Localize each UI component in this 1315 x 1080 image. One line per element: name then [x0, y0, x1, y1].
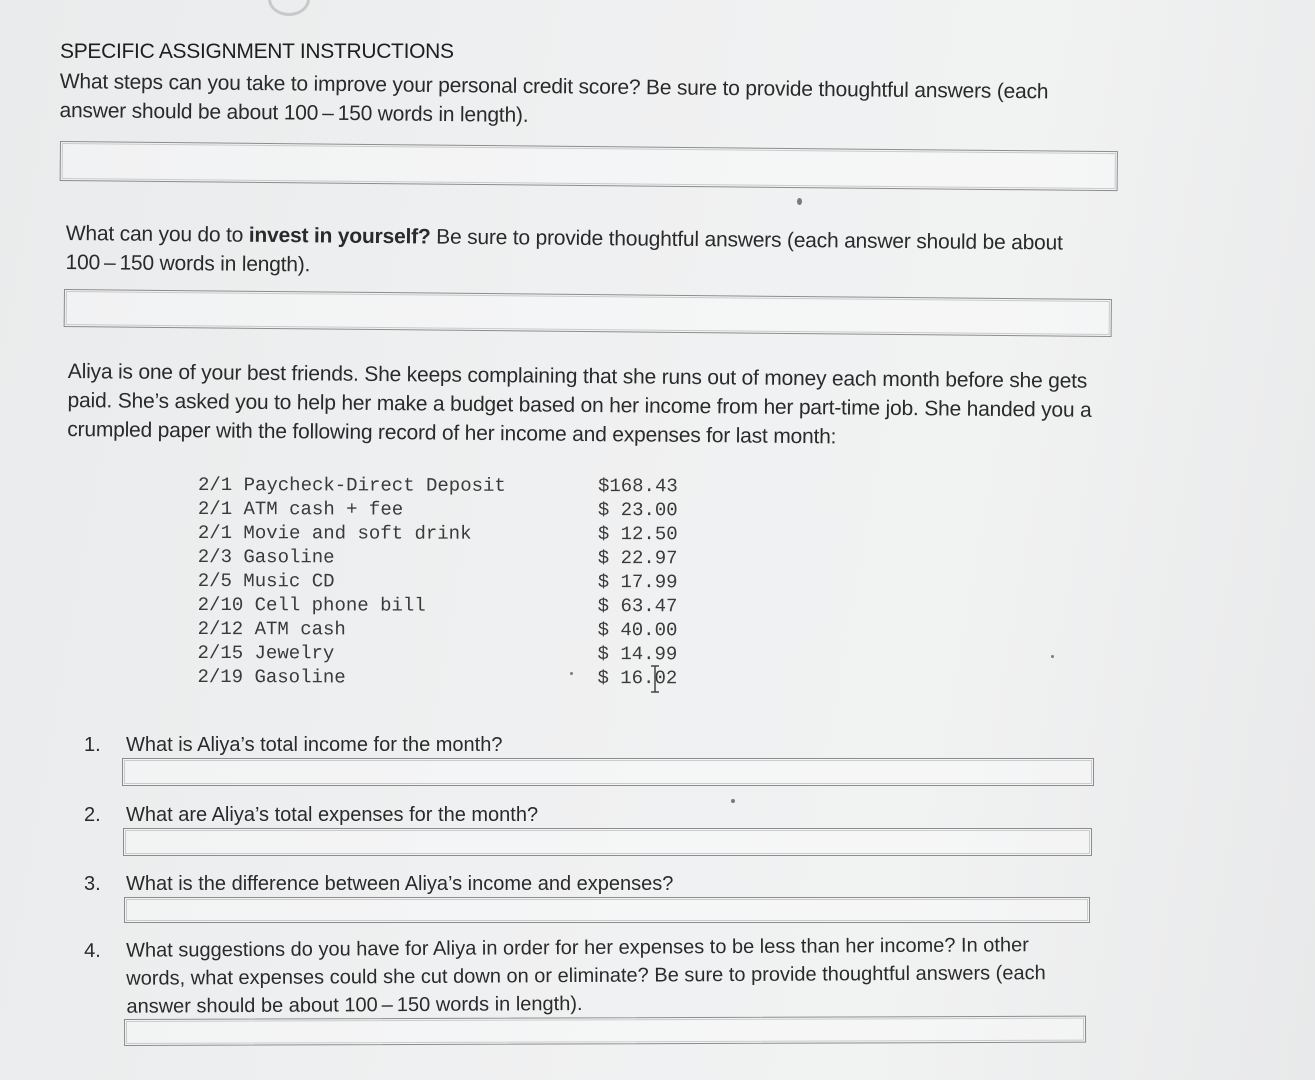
- question-number: 3.: [84, 873, 101, 895]
- screen-speck: [570, 672, 573, 675]
- record-row: [198, 473, 678, 498]
- question-1: [84, 731, 1084, 759]
- question-text: What are Aliya’s total expenses for the month?: [126, 804, 539, 826]
- question-4: [84, 931, 1089, 1021]
- scenario-paragraph: Aliya is one of your best friends. She keeps complaining that she runs out of money each month before she gets paid. She’s asked you to help her make a budget based on her income from her part-time job. She handed you a crumpled paper with the following record of her income and expenses for last month:: [67, 359, 1092, 449]
- screen-speck: [797, 198, 802, 205]
- question-text: What is the difference between Aliya’s income and expenses?: [126, 873, 674, 895]
- record-desc: 2/1 Paycheck-Direct Deposit: [197, 474, 506, 497]
- record-desc: 2/5 Music CD: [197, 569, 335, 593]
- record-amount: $ 14.99: [597, 643, 678, 666]
- record-amount: $ 23.00: [597, 499, 678, 522]
- record-desc: 2/12 ATM cash: [197, 617, 346, 641]
- answer-box-question-3[interactable]: [124, 897, 1090, 923]
- question-2: [84, 801, 1084, 829]
- record-row: [198, 521, 678, 546]
- record-row: [198, 617, 678, 642]
- record-amount: $ 16.02: [597, 667, 678, 690]
- answer-box-question-2[interactable]: [123, 828, 1092, 856]
- record-desc: 2/10 Cell phone bill: [197, 593, 426, 617]
- answer-box-question-4[interactable]: [124, 1016, 1086, 1046]
- prompt-invest-yourself: [65, 219, 1086, 287]
- answer-box-invest-yourself[interactable]: [64, 289, 1112, 337]
- answer-box-question-1[interactable]: [122, 758, 1094, 786]
- record-amount: $ 12.50: [597, 523, 678, 546]
- question-number: 1.: [84, 734, 101, 756]
- prompt-invest-before: What can you do to: [65, 221, 249, 247]
- record-amount: $168.43: [597, 475, 678, 498]
- record-amount: $ 63.47: [597, 595, 678, 618]
- record-desc: 2/1 Movie and soft drink: [197, 521, 472, 545]
- record-row: [198, 569, 678, 594]
- screen-speck: [1051, 655, 1054, 658]
- income-expense-records: [197, 473, 677, 690]
- record-amount: $ 17.99: [597, 571, 678, 594]
- record-desc: 2/1 ATM cash + fee: [197, 497, 404, 521]
- record-desc: 2/19 Gasoline: [197, 665, 346, 689]
- text-cursor-icon: [650, 664, 660, 694]
- record-amount: $ 22.97: [597, 547, 678, 570]
- record-desc: 2/3 Gasoline: [197, 545, 335, 569]
- page-heading: SPECIFIC ASSIGNMENT INSTRUCTIONS: [60, 40, 454, 63]
- prompt-invest-after: Be sure to provide thoughtful answers (each answer should be about 100 – 150 words in length).: [65, 225, 1063, 277]
- answer-box-credit-score[interactable]: [60, 141, 1118, 191]
- question-number: 4.: [84, 939, 101, 962]
- record-row: [198, 497, 678, 522]
- question-3: [84, 870, 1084, 898]
- decorative-arc: [268, 0, 310, 16]
- question-text: What suggestions do you have for Aliya in order for her expenses to be less than her income? In other words, what expenses could she cut down on or eliminate? Be sure to provide thoughtful answers (each answer should be about 100 – 150 words in length).: [126, 934, 1046, 1018]
- record-row: [198, 593, 678, 618]
- record-row: [197, 641, 677, 666]
- record-desc: 2/15 Jewelry: [197, 641, 335, 665]
- prompt-invest-bold: invest in yourself?: [248, 223, 431, 249]
- record-row: [198, 545, 678, 570]
- prompt-credit-score: What steps can you take to improve your personal credit score? Be sure to provide thoughtful answers (each answer should be about 100 – 150 words in length).: [59, 69, 1049, 127]
- record-amount: $ 40.00: [597, 619, 678, 642]
- screen-speck: [731, 799, 735, 803]
- question-number: 2.: [84, 804, 101, 826]
- record-row: [197, 665, 677, 690]
- question-text: What is Aliya’s total income for the month?: [126, 734, 503, 756]
